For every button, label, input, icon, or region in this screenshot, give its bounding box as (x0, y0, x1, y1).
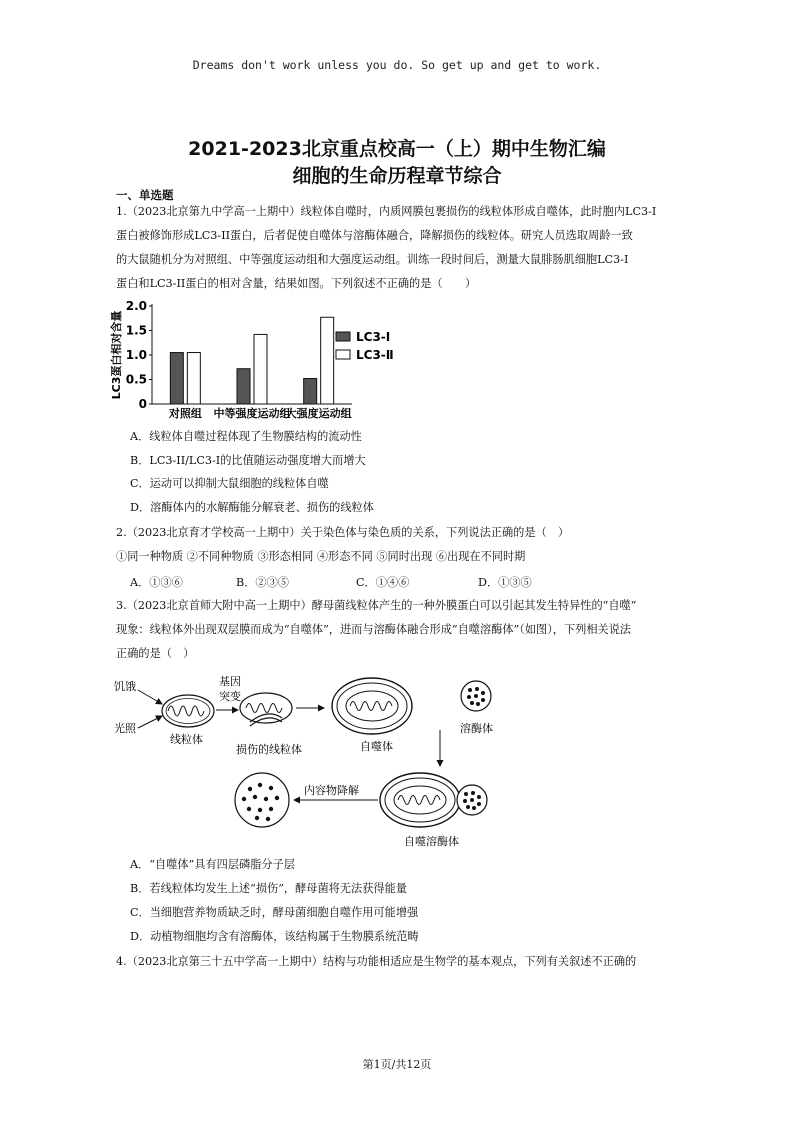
y-tick-label: 2.0 (125, 299, 147, 313)
x-tick-label: 大强度运动组 (285, 407, 352, 420)
x-tick-label: 中等强度运动组 (213, 407, 291, 420)
damaged-mitochondrion-icon (240, 693, 292, 726)
q2-option-a: A．①③⑥ (130, 576, 183, 589)
page-number: 第1页/共12页 (362, 1058, 432, 1071)
q1-line-4: 蛋白和LC3-II蛋白的相对含量，结果如图。下列叙述不正确的是（ ） (116, 277, 477, 290)
q1-bar-chart (108, 298, 408, 422)
degraded-contents-icon (235, 773, 289, 827)
label-autolysosome: 自噬溶酶体 (404, 835, 459, 848)
q3-option-b: B．若线粒体均发生上述“损伤”，酵母菌将无法获得能量 (130, 882, 407, 895)
q2-option-b: B．②③⑤ (236, 576, 289, 589)
label-autophagosome: 自噬体 (360, 740, 393, 753)
q3-autophagy-diagram (110, 668, 550, 853)
section-heading: 一、单选题 (116, 188, 174, 202)
doc-subtitle: 细胞的生命历程章节综合 (292, 165, 502, 187)
label-damaged-mitochondrion: 损伤的线粒体 (236, 743, 302, 756)
q1-line-1: 1.（2023北京第九中学高一上期中）线粒体自噬时，内质网膜包裹损伤的线粒体形成自噬体，此时胞内LC3-I (116, 205, 657, 218)
label-mitochondrion: 线粒体 (170, 733, 203, 746)
bar (237, 369, 250, 404)
q3-option-d: D．动植物细胞均含有溶酶体，该结构属于生物膜系统范畴 (130, 930, 419, 943)
bar (254, 334, 267, 404)
q1-option-c: C．运动可以抑制大鼠细胞的线粒体自噬 (130, 477, 329, 490)
bar (187, 353, 200, 404)
label-light: 光照 (114, 722, 136, 735)
bar (321, 317, 334, 404)
autolysosome-icon (380, 773, 487, 827)
q3-line-3: 正确的是（ ） (116, 647, 195, 660)
y-tick-label: 0 (138, 397, 147, 411)
bar (170, 353, 183, 404)
legend-swatch (336, 350, 350, 359)
q1-option-a: A．线粒体自噬过程体现了生物膜结构的流动性 (130, 430, 362, 443)
q2-items: ①同一种物质 ②不同种物质 ③形态相同 ④形态不同 ⑤同时出现 ⑥出现在不同时期 (116, 550, 526, 563)
label-mutation: 突变 (219, 690, 241, 703)
legend-label: LC3-Ⅰ (356, 330, 391, 344)
y-tick-label: 0.5 (125, 372, 147, 387)
lysosome-icon (461, 681, 491, 711)
q2-stem: 2.（2023北京育才学校高一上期中）关于染色体与染色质的关系，下列说法正确的是（ ） (116, 526, 570, 539)
label-hunger: 饥饿 (114, 680, 136, 693)
q3-line-2: 现象：线粒体外出现双层膜而成为“自噬体”，进而与溶酶体融合形成“自噬溶酶体”（如图），下列相关说法 (116, 623, 632, 636)
q1-option-d: D．溶酶体内的水解酶能分解衰老、损伤的线粒体 (130, 501, 374, 514)
q1-line-2: 蛋白被修饰形成LC3-II蛋白，后者促使自噬体与溶酶体融合，降解损伤的线粒体。研究人员选取周龄一致 (116, 229, 633, 242)
doc-title: 2021-2023北京重点校高一（上）期中生物汇编 (188, 138, 606, 160)
label-degrade: 内容物降解 (304, 784, 359, 797)
y-tick-label: 1.0 (125, 348, 147, 362)
x-tick-label: 对照组 (168, 407, 202, 420)
q4-stem: 4.（2023北京第三十五中学高一上期中）结构与功能相适应是生物学的基本观点，下列有关叙述不正确的 (116, 955, 637, 968)
label-lysosome: 溶酶体 (460, 722, 493, 735)
q3-line-1: 3.（2023北京首师大附中高一上期中）酵母菌线粒体产生的一种外膜蛋白可以引起其发生特异性的“自噬” (116, 599, 637, 612)
q2-option-c: C．①④⑥ (356, 576, 410, 589)
mitochondrion-icon (162, 695, 214, 727)
q3-option-a: A．“自噬体”具有四层磷脂分子层 (130, 858, 295, 871)
bar (304, 379, 317, 404)
y-axis-label: LC3蛋白相对含量 (110, 310, 123, 400)
legend-label: LC3-Ⅱ (356, 348, 394, 362)
header-motto: Dreams don't work unless you do. So get up and get to work. (192, 58, 602, 72)
legend-swatch (336, 332, 350, 341)
label-gene: 基因 (219, 675, 241, 688)
q3-option-c: C．当细胞营养物质缺乏时，酵母菌细胞自噬作用可能增强 (130, 906, 419, 919)
q1-line-3: 的大鼠随机分为对照组、中等强度运动组和大强度运动组。训练一段时间后，测量大鼠腓肠肌细胞LC3-I (116, 253, 629, 266)
q2-option-d: D．①③⑤ (478, 576, 532, 589)
y-tick-label: 1.5 (125, 323, 147, 338)
autophagosome-icon (332, 678, 412, 734)
q1-option-b: B．LC3-II/LC3-I的比值随运动强度增大而增大 (130, 454, 366, 467)
